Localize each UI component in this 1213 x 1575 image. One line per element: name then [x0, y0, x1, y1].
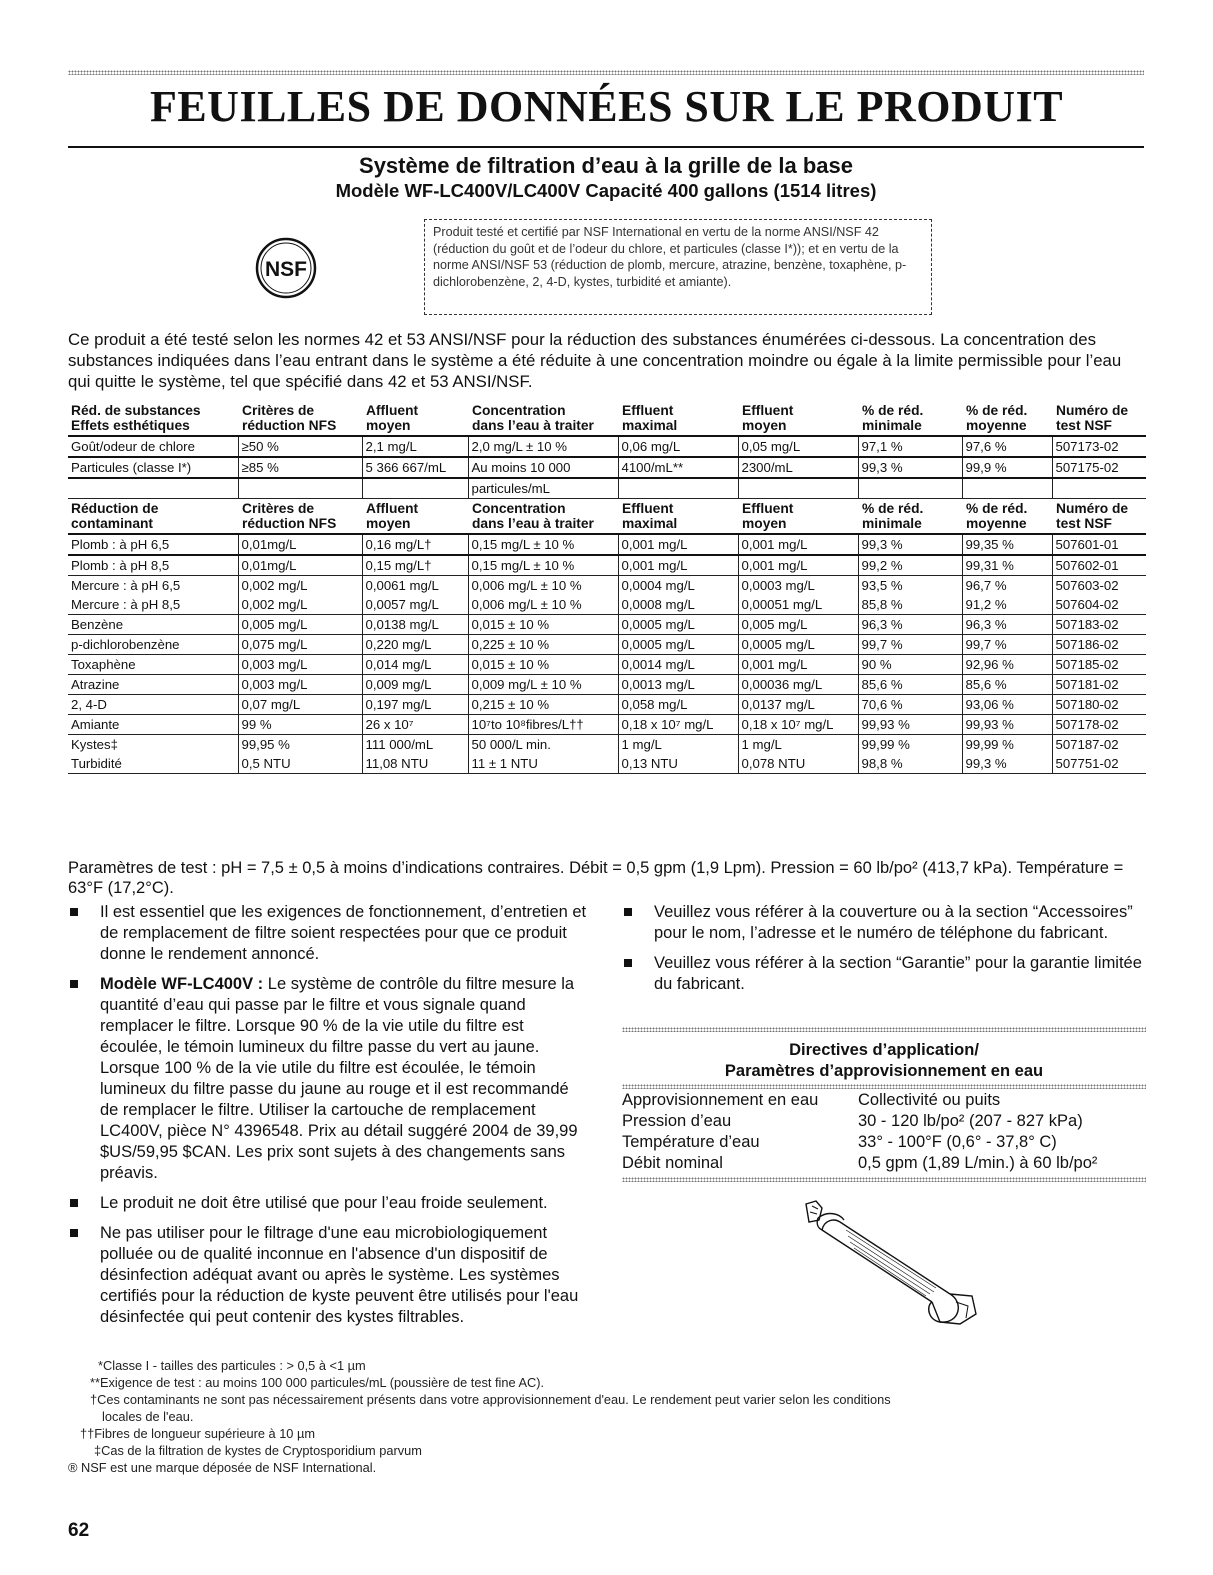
aesthetic-header-row-label: moyen: [742, 418, 787, 433]
table-row-cell-7: 92,96 %: [962, 655, 1052, 675]
aesthetic-header-row-label: réduction NFS: [242, 418, 337, 433]
table-row-cell-2: 0,009 mg/L: [362, 675, 468, 695]
table-row-cell-6: 93,5 %: [858, 576, 962, 596]
aesthetic-header-row-label: minimale: [862, 418, 922, 433]
contaminant-header-row-cell: [618, 499, 738, 535]
contaminant-header-row-label: Concentration: [472, 501, 566, 516]
aesthetic-header-row-label: Affluent: [366, 403, 419, 418]
table-row-cell-6: 96,3 %: [858, 615, 962, 635]
table-row: [68, 695, 1146, 715]
footnote: ‡Cas de la filtration de kystes de Cryptosporidium parvum: [94, 1443, 422, 1458]
table-row-cell-6: 99,99 %: [858, 735, 962, 755]
table-row-cell-8: 507602-01: [1052, 555, 1146, 576]
table-row-cell-8: 507186-02: [1052, 635, 1146, 655]
table-row-cell-5: 0,00036 mg/L: [738, 675, 858, 695]
table-row-cell-6: 98,8 %: [858, 754, 962, 774]
aesthetic-header-row-label: Effluent: [622, 403, 674, 418]
table-row-cell-1: 0,01mg/L: [238, 555, 362, 576]
footnote: locales de l'eau.: [102, 1409, 194, 1424]
intro-paragraph: Ce produit a été testé selon les normes 42 et 53 ANSI/NSF pour la réduction des substances énumérées ci-dessous. La concentration des substances indiquées dans l’eau entrant dans le système a été réduite à une concentration moindre ou égale à la limite permissible pour l’eau qui quitte le système, tel que spécifié dans 42 et 53 ANSI/NSF.: [68, 330, 1122, 391]
table-row-cell-7: 93,06 %: [962, 695, 1052, 715]
bullet-item: [68, 974, 590, 1184]
aesthetic-header-row-label: Effluent: [742, 403, 794, 418]
contaminant-header-row-label: Affluent: [366, 501, 419, 516]
table-row-cell-7: 99,35 %: [962, 534, 1052, 555]
contaminant-header-row-cell: [858, 499, 962, 535]
bullet-text: Ne pas utiliser pour le filtrage d'une eau microbiologiquement polluée ou de qualité inconnue en l'absence d'un dispositif de désinfection adéquat avant ou après le système. Les systèmes certifiés pour la réduction de kyste peuvent être utilisés pour l'eau désinfectée qui peut contenir des kystes filtrables.: [100, 1224, 579, 1326]
table-row: [68, 595, 1146, 615]
table-row-cell-6: [858, 478, 962, 499]
table-row-cell-0: Plomb : à pH 8,5: [68, 555, 238, 576]
footnote: ††Fibres de longueur supérieure à 10 µm: [80, 1426, 316, 1441]
table-row-cell-4: 4100/mL**: [618, 457, 738, 478]
table-row-cell-8: [1052, 478, 1146, 499]
notes-list-left: [68, 902, 590, 1337]
footnote: **Exigence de test : au moins 100 000 particules/mL (poussière de test fine AC).: [90, 1375, 545, 1390]
aesthetic-header-row-cell: [68, 401, 238, 436]
table-row-cell-2: 0,0057 mg/L: [362, 595, 468, 615]
page-title: FEUILLES DE DONNÉES SUR LE PRODUIT: [149, 82, 1064, 131]
nsf-logo-text: NSF: [265, 258, 307, 281]
table-row-cell-8: 507751-02: [1052, 754, 1146, 774]
table-row-cell-0: [68, 478, 238, 499]
table-row-cell-2: 5 366 667/mL: [362, 457, 468, 478]
table-row-cell-1: 0,075 mg/L: [238, 635, 362, 655]
table-row-cell-3: 50 000/L min.: [468, 735, 618, 755]
guideline-label: Approvisionnement en eau: [622, 1091, 819, 1109]
table-row-cell-2: [362, 478, 468, 499]
page-number: 62: [68, 1520, 90, 1541]
table-row-cell-0: Turbidité: [68, 754, 238, 774]
table-row-cell-5: 0,0005 mg/L: [738, 635, 858, 655]
table-row-cell-7: [962, 478, 1052, 499]
table-row-cell-3: 0,15 mg/L ± 10 %: [468, 555, 618, 576]
table-row-cell-4: 1 mg/L: [618, 735, 738, 755]
aesthetic-header-row-label: moyen: [366, 418, 411, 433]
contaminant-header-row-label: moyen: [366, 516, 411, 531]
contaminant-header-row-label: réduction NFS: [242, 516, 337, 531]
aesthetic-header-row-cell: [1052, 401, 1146, 436]
title-rule: [68, 146, 1144, 148]
bullet-item: [622, 902, 1146, 944]
aesthetic-header-row-label: test NSF: [1056, 418, 1112, 433]
table-row-cell-7: 99,31 %: [962, 555, 1052, 576]
table-row-cell-8: 507187-02: [1052, 735, 1146, 755]
footnote: †Ces contaminants ne sont pas nécessairement présents dans votre approvisionnement d'eau. Le rendement peut varier selon les conditions: [90, 1392, 891, 1407]
table-row-cell-7: 91,2 %: [962, 595, 1052, 615]
cartridge-top-edge: [840, 1222, 950, 1294]
nsf-logo: [255, 237, 317, 299]
table-row-cell-4: 0,0014 mg/L: [618, 655, 738, 675]
filter-cartridge-illustration: [800, 1196, 982, 1330]
contaminant-header-row-label: moyenne: [966, 516, 1027, 531]
table-row-cell-8: 507173-02: [1052, 436, 1146, 457]
contaminant-header-row-cell: [738, 499, 858, 535]
guideline-value: Collectivité ou puits: [858, 1091, 1001, 1109]
table-row-cell-5: 0,001 mg/L: [738, 655, 858, 675]
model-line: Modèle WF-LC400V/LC400V Capacité 400 gallons (1514 litres): [335, 180, 877, 201]
table-row-cell-2: 2,1 mg/L: [362, 436, 468, 457]
contaminant-header-row-cell: [68, 499, 238, 535]
table-row-cell-0: Amiante: [68, 715, 238, 735]
table-row-cell-5: 0,0003 mg/L: [738, 576, 858, 596]
table-row-cell-5: 0,078 NTU: [738, 754, 858, 774]
certification-box: Produit testé et certifié par NSF International en vertu de la norme ANSI/NSF 42 (réduction du goût et de l’odeur du chlore, et particules (classe I*)); et en vertu de la norme ANSI/NSF 53 (réduction de plomb, mercure, atrazine, benzène, toxaphène, p-dichlorobenzène, 2, 4-D, kystes, turbidité et amiante).: [424, 219, 932, 315]
contaminant-header-row-label: Numéro de: [1056, 501, 1129, 516]
table-row-cell-0: Benzène: [68, 615, 238, 635]
table-row-cell-5: 0,001 mg/L: [738, 534, 858, 555]
table-row-cell-2: 0,0138 mg/L: [362, 615, 468, 635]
contaminant-header-row-cell: [468, 499, 618, 535]
table-row-cell-8: 507178-02: [1052, 715, 1146, 735]
guideline-value: 0,5 gpm (1,89 L/min.) à 60 lb/po²: [858, 1154, 1098, 1172]
contaminant-header-row-label: % de réd.: [862, 501, 924, 516]
bullet-item: [68, 1193, 590, 1214]
table-row-cell-3: 0,009 mg/L ± 10 %: [468, 675, 618, 695]
table-row-cell-0: Particules (classe I*): [68, 457, 238, 478]
table-row-cell-3: 10⁷to 10⁸fibres/L††: [468, 715, 618, 735]
bullet-text: Veuillez vous référer à la section “Garantie” pour la garantie limitée du fabricant.: [654, 954, 1142, 993]
table-row-cell-8: 507175-02: [1052, 457, 1146, 478]
top-dotted-rule: [68, 70, 1144, 75]
table-row: [68, 675, 1146, 695]
table-row-cell-5: 2300/mL: [738, 457, 858, 478]
table-row-cell-4: 0,001 mg/L: [618, 534, 738, 555]
bullet-text: Il est essentiel que les exigences de fonctionnement, d’entretien et de remplacement de filtre soient respectées pour que ce produit donne le rendement annoncé.: [100, 903, 587, 963]
table-row: [68, 635, 1146, 655]
table-row-cell-3: 0,215 ± 10 %: [468, 695, 618, 715]
table-row-cell-4: [618, 478, 738, 499]
bullet-item: [622, 953, 1146, 995]
table-row-cell-8: 507180-02: [1052, 695, 1146, 715]
guideline-row: [622, 1111, 1146, 1132]
contaminant-header-row-label: test NSF: [1056, 516, 1112, 531]
contaminant-header-row-label: contaminant: [71, 516, 154, 531]
contaminant-header-row-cell: [238, 499, 362, 535]
bullet-item: [68, 902, 590, 965]
footnote: ® NSF est une marque déposée de NSF International.: [68, 1460, 377, 1475]
performance-data-table: [68, 401, 1146, 774]
table-row: [68, 735, 1146, 755]
table-row-cell-4: 0,001 mg/L: [618, 555, 738, 576]
test-parameters: Paramètres de test : pH = 7,5 ± 0,5 à moins d’indications contraires. Débit = 0,5 gpm (1,9 Lpm). Pression = 60 lb/po² (413,7 kPa). Température = 63°F (17,2°C).: [68, 859, 1124, 897]
table-row-cell-6: 90 %: [858, 655, 962, 675]
aesthetic-header-row-label: Numéro de: [1056, 403, 1129, 418]
aesthetic-header-row-cell: [468, 401, 618, 436]
table-row-cell-1: [238, 478, 362, 499]
aesthetic-header-row: [68, 401, 1146, 436]
table-row-cell-6: 85,6 %: [858, 675, 962, 695]
table-row-cell-2: 26 x 10⁷: [362, 715, 468, 735]
table-row-cell-3: 0,15 mg/L ± 10 %: [468, 534, 618, 555]
table-row-cell-0: Mercure : à pH 8,5: [68, 595, 238, 615]
table-row-cell-5: 0,005 mg/L: [738, 615, 858, 635]
table-row-cell-0: Kystes‡: [68, 735, 238, 755]
aesthetic-header-row-cell: [238, 401, 362, 436]
table-row-cell-6: 99,3 %: [858, 534, 962, 555]
guidelines-table: [622, 1090, 1146, 1174]
contaminant-header-row-label: Effluent: [742, 501, 794, 516]
table-row: [68, 436, 1146, 457]
table-row: [68, 555, 1146, 576]
contaminant-header-row-cell: [362, 499, 468, 535]
guideline-label: Température d’eau: [622, 1133, 760, 1151]
bullet-text: Le produit ne doit être utilisé que pour l’eau froide seulement.: [100, 1194, 548, 1212]
table-row-cell-1: ≥50 %: [238, 436, 362, 457]
table-row-cell-1: 0,002 mg/L: [238, 595, 362, 615]
guideline-value: 30 - 120 lb/po² (207 - 827 kPa): [858, 1112, 1083, 1130]
table-row-cell-2: 0,0061 mg/L: [362, 576, 468, 596]
aesthetic-header-row-label: moyenne: [966, 418, 1027, 433]
table-row-cell-3: 0,006 mg/L ± 10 %: [468, 595, 618, 615]
contaminant-header-row-label: maximal: [622, 516, 678, 531]
aesthetic-header-row-cell: [618, 401, 738, 436]
table-row-cell-8: 507181-02: [1052, 675, 1146, 695]
aesthetic-header-row-label: dans l’eau à traiter: [472, 418, 594, 433]
table-row-cell-4: 0,0005 mg/L: [618, 615, 738, 635]
table-row-cell-4: 0,058 mg/L: [618, 695, 738, 715]
table-row-cell-4: 0,0005 mg/L: [618, 635, 738, 655]
table-row-cell-0: Atrazine: [68, 675, 238, 695]
guideline-row: [622, 1090, 1146, 1111]
table-row: [68, 754, 1146, 774]
table-row-cell-3: 11 ± 1 NTU: [468, 754, 618, 774]
table-row-cell-6: 97,1 %: [858, 436, 962, 457]
table-row-cell-2: 0,014 mg/L: [362, 655, 468, 675]
cartridge-neck: [818, 1214, 844, 1220]
bullet-bold-lead: Modèle WF-LC400V :: [100, 975, 264, 993]
bullet-text: Veuillez vous référer à la couverture ou à la section “Accessoires” pour le nom, l’adresse et le numéro de téléphone du fabricant.: [654, 903, 1133, 942]
table-row-cell-3: 0,225 ± 10 %: [468, 635, 618, 655]
guideline-value: 33° - 100°F (0,6° - 37,8° C): [858, 1133, 1057, 1151]
table-row-cell-6: 99,93 %: [858, 715, 962, 735]
table-row-cell-0: 2, 4-D: [68, 695, 238, 715]
contaminant-header-row-label: Critères de: [242, 501, 315, 516]
table-row-cell-6: 70,6 %: [858, 695, 962, 715]
table-row-cell-2: 0,197 mg/L: [362, 695, 468, 715]
guidelines-subtitle: Paramètres d’approvisionnement en eau: [724, 1062, 1044, 1080]
bullet-item: [68, 1223, 590, 1328]
table-row-cell-6: 99,2 %: [858, 555, 962, 576]
table-row-cell-7: 99,93 %: [962, 715, 1052, 735]
contaminant-header-row-label: minimale: [862, 516, 922, 531]
table-row-cell-1: 0,002 mg/L: [238, 576, 362, 596]
table-row-cell-4: 0,0004 mg/L: [618, 576, 738, 596]
table-row-cell-7: 99,99 %: [962, 735, 1052, 755]
table-row-cell-2: 111 000/mL: [362, 735, 468, 755]
table-row-cell-0: p-dichlorobenzène: [68, 635, 238, 655]
table-row-cell-2: 0,220 mg/L: [362, 635, 468, 655]
footnotes: [68, 1357, 1148, 1476]
guidelines-title: Directives d’application/: [789, 1041, 979, 1059]
cartridge-nozzle: [806, 1201, 822, 1222]
table-row-cell-4: 0,18 x 10⁷ mg/L: [618, 715, 738, 735]
table-row-cell-1: 0,005 mg/L: [238, 615, 362, 635]
table-row-cell-5: 0,001 mg/L: [738, 555, 858, 576]
table-row-cell-7: 97,6 %: [962, 436, 1052, 457]
guideline-label: Débit nominal: [622, 1154, 723, 1172]
table-row-cell-1: 0,01mg/L: [238, 534, 362, 555]
aesthetic-header-row-label: % de réd.: [862, 403, 924, 418]
aesthetic-header-row-label: % de réd.: [966, 403, 1028, 418]
table-row-cell-1: 0,5 NTU: [238, 754, 362, 774]
table-row-cell-5: [738, 478, 858, 499]
table-row-cell-1: 99,95 %: [238, 735, 362, 755]
contaminant-header-row-label: dans l’eau à traiter: [472, 516, 594, 531]
bullet-text: Le système de contrôle du filtre mesure la quantité d’eau qui passe par le filtre et vous signale quand remplacer le filtre. Lorsque 90 % de la vie utile du filtre est écoulée, le témoin lumineux du filtre passe du vert au jaune. Lorsque 100 % de la vie utile du filtre est écoulée, le témoin lumineux du filtre passe du jaune au rouge et il est recommandé de remplacer le filtre. Utiliser la cartouche de remplacement LC400V, pièce N° 4396548. Prix au détail suggéré 2004 de 39,99 $US/59,95 $CAN. Les prix sont sujets à des changements sans préavis.: [100, 975, 578, 1182]
table-row-cell-1: ≥85 %: [238, 457, 362, 478]
aesthetic-header-row-label: Effets esthétiques: [71, 418, 190, 433]
table-row-cell-3: 0,015 ± 10 %: [468, 615, 618, 635]
guideline-label: Pression d’eau: [622, 1112, 732, 1130]
table-row: [68, 576, 1146, 596]
table-row-cell-1: 0,07 mg/L: [238, 695, 362, 715]
contaminant-header-row-label: Réduction de: [71, 501, 159, 516]
table-row-cell-6: 99,7 %: [858, 635, 962, 655]
aesthetic-header-row-cell: [858, 401, 962, 436]
table-row-cell-0: Toxaphène: [68, 655, 238, 675]
table-row-cell-0: Plomb : à pH 6,5: [68, 534, 238, 555]
table-row-cell-0: Goût/odeur de chlore: [68, 436, 238, 457]
contaminant-header-row-cell: [962, 499, 1052, 535]
table-row-cell-3: 0,015 ± 10 %: [468, 655, 618, 675]
notes-list-right: [622, 902, 1146, 1004]
contaminant-header-row-label: % de réd.: [966, 501, 1028, 516]
table-row: [68, 715, 1146, 735]
table-row-cell-7: 99,7 %: [962, 635, 1052, 655]
guideline-row: [622, 1153, 1146, 1174]
table-row-cell-3: particules/mL: [468, 478, 618, 499]
table-row-cell-2: 11,08 NTU: [362, 754, 468, 774]
table-row-cell-8: 507601-01: [1052, 534, 1146, 555]
table-row: [68, 478, 1146, 499]
aesthetic-header-row-cell: [362, 401, 468, 436]
table-row-cell-7: 96,3 %: [962, 615, 1052, 635]
table-row-cell-6: 99,3 %: [858, 457, 962, 478]
table-row-cell-8: 507183-02: [1052, 615, 1146, 635]
table-row-cell-1: 0,003 mg/L: [238, 655, 362, 675]
contaminant-header-row: [68, 499, 1146, 535]
table-row-cell-8: 507185-02: [1052, 655, 1146, 675]
table-row-cell-0: Mercure : à pH 6,5: [68, 576, 238, 596]
table-row-cell-3: 0,006 mg/L ± 10 %: [468, 576, 618, 596]
guidelines-top-rule: [622, 1027, 1146, 1032]
table-row-cell-1: 99 %: [238, 715, 362, 735]
table-row-cell-4: 0,0008 mg/L: [618, 595, 738, 615]
aesthetic-header-row-label: Critères de: [242, 403, 315, 418]
table-row-cell-5: 0,05 mg/L: [738, 436, 858, 457]
aesthetic-header-row-cell: [962, 401, 1052, 436]
table-row-cell-5: 0,18 x 10⁷ mg/L: [738, 715, 858, 735]
table-row-cell-8: 507604-02: [1052, 595, 1146, 615]
table-row: [68, 615, 1146, 635]
aesthetic-header-row-label: Concentration: [472, 403, 566, 418]
guidelines-mid-rule: [622, 1084, 1146, 1089]
table-row-cell-4: 0,06 mg/L: [618, 436, 738, 457]
table-row-cell-5: 1 mg/L: [738, 735, 858, 755]
table-row-cell-7: 85,6 %: [962, 675, 1052, 695]
table-row-cell-1: 0,003 mg/L: [238, 675, 362, 695]
table-row-cell-8: 507603-02: [1052, 576, 1146, 596]
contaminant-header-row-label: Effluent: [622, 501, 674, 516]
table-row-cell-7: 96,7 %: [962, 576, 1052, 596]
cartridge-end-cap: [932, 1294, 958, 1322]
table-row-cell-3: 2,0 mg/L ± 10 %: [468, 436, 618, 457]
table-row-cell-6: 85,8 %: [858, 595, 962, 615]
section-title: Système de filtration d’eau à la grille de la base: [359, 153, 853, 178]
table-row-cell-3: Au moins 10 000: [468, 457, 618, 478]
table-row-cell-4: 0,13 NTU: [618, 754, 738, 774]
table-row-cell-7: 99,9 %: [962, 457, 1052, 478]
contaminant-header-row-cell: [1052, 499, 1146, 535]
table-row-cell-2: 0,15 mg/L†: [362, 555, 468, 576]
table-row: [68, 655, 1146, 675]
table-row-cell-4: 0,0013 mg/L: [618, 675, 738, 695]
guideline-row: [622, 1132, 1146, 1153]
aesthetic-header-row-cell: [738, 401, 858, 436]
table-row: [68, 534, 1146, 555]
table-row-cell-7: 99,3 %: [962, 754, 1052, 774]
guidelines-bottom-rule: [622, 1177, 1146, 1182]
aesthetic-header-row-label: Réd. de substances: [71, 403, 201, 418]
table-row: [68, 457, 1146, 478]
contaminant-header-row-label: moyen: [742, 516, 787, 531]
table-row-cell-2: 0,16 mg/L†: [362, 534, 468, 555]
table-row-cell-5: 0,0137 mg/L: [738, 695, 858, 715]
footnote: *Classe I - tailles des particules : > 0,5 à <1 µm: [98, 1358, 366, 1373]
aesthetic-header-row-label: maximal: [622, 418, 678, 433]
table-row-cell-5: 0,00051 mg/L: [738, 595, 858, 615]
